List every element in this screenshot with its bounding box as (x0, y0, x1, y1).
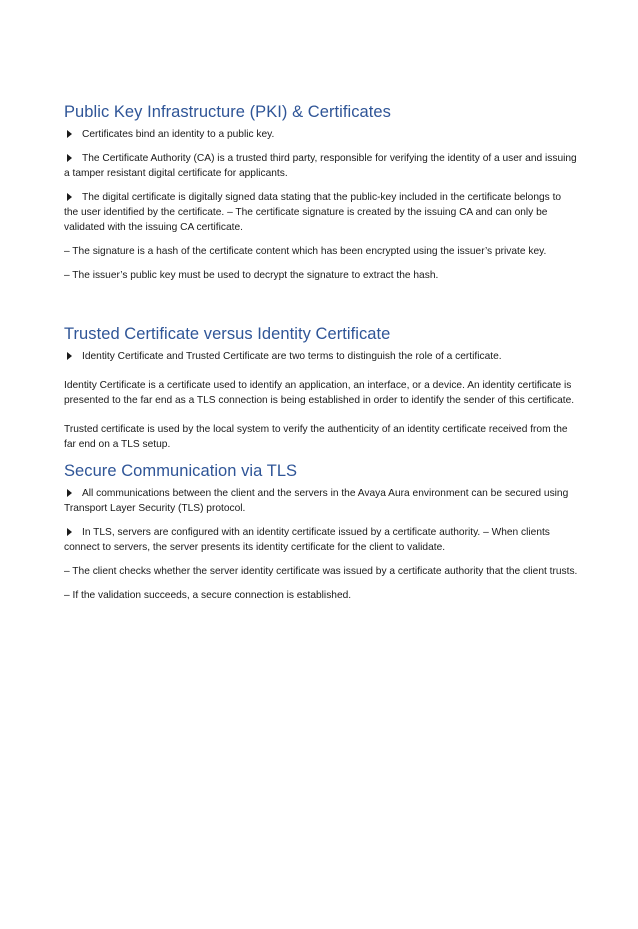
section-trusted-vs-identity (64, 324, 578, 452)
triangle-bullet-icon (67, 528, 72, 536)
paragraph: – The client checks whether the server identity certificate was issued by a certificate authority that the client trusts. (64, 566, 578, 577)
section-secure-communication-tls (64, 461, 578, 603)
triangle-bullet-icon (67, 352, 72, 360)
paragraph: Identity Certificate is a certificate used to identify an application, an interface, or a device. An identity certificate is presented to the far end as a TLS connection is being established in order to identify the sender of this certificate. (64, 380, 575, 406)
paragraph-text: Certificates bind an identity to a public key. (82, 129, 275, 140)
section-heading: Public Key Infrastructure (PKI) & Certificates (64, 103, 391, 121)
section-heading: Trusted Certificate versus Identity Certificate (64, 325, 391, 343)
triangle-bullet-icon (67, 489, 72, 497)
bullet-paragraph (64, 190, 578, 235)
bullet-paragraph (64, 151, 578, 181)
bullet-paragraph (64, 127, 578, 142)
paragraph-text: In TLS, servers are configured with an identity certificate issued by a certificate authority. – When clients connect to servers, the server presents its identity certificate for the client to validate. (64, 527, 550, 553)
paragraph-text: All communications between the client and the servers in the Avaya Aura environment can be secured using Transport Layer Security (TLS) protocol. (64, 488, 569, 514)
triangle-bullet-icon (67, 154, 72, 162)
paragraph-text: The Certificate Authority (CA) is a trusted third party, responsible for verifying the identity of a user and issuing a tamper resistant digital certificate for applicants. (64, 153, 577, 179)
section-heading: Secure Communication via TLS (64, 462, 298, 480)
bullet-paragraph (64, 525, 578, 555)
paragraph-text: The digital certificate is digitally signed data stating that the public-key included in the certificate belongs to the user identified by the certificate. – The certificate signature is created by the issuing CA and can only be validated with the issuing CA certificate. (64, 192, 562, 233)
triangle-bullet-icon (67, 130, 72, 138)
paragraph: Trusted certificate is used by the local system to verify the authenticity of an identity certificate received from the far end on a TLS setup. (64, 424, 568, 450)
paragraph: – If the validation succeeds, a secure connection is established. (64, 590, 352, 601)
paragraph: – The issuer’s public key must be used to decrypt the signature to extract the hash. (64, 270, 439, 281)
triangle-bullet-icon (67, 193, 72, 201)
section-pki (64, 102, 578, 283)
bullet-paragraph (64, 349, 578, 364)
bullet-paragraph (64, 486, 578, 516)
paragraph-text: Identity Certificate and Trusted Certificate are two terms to distinguish the role of a certificate. (82, 351, 502, 362)
document-page (64, 102, 578, 612)
paragraph: – The signature is a hash of the certificate content which has been encrypted using the issuer’s private key. (64, 246, 547, 257)
